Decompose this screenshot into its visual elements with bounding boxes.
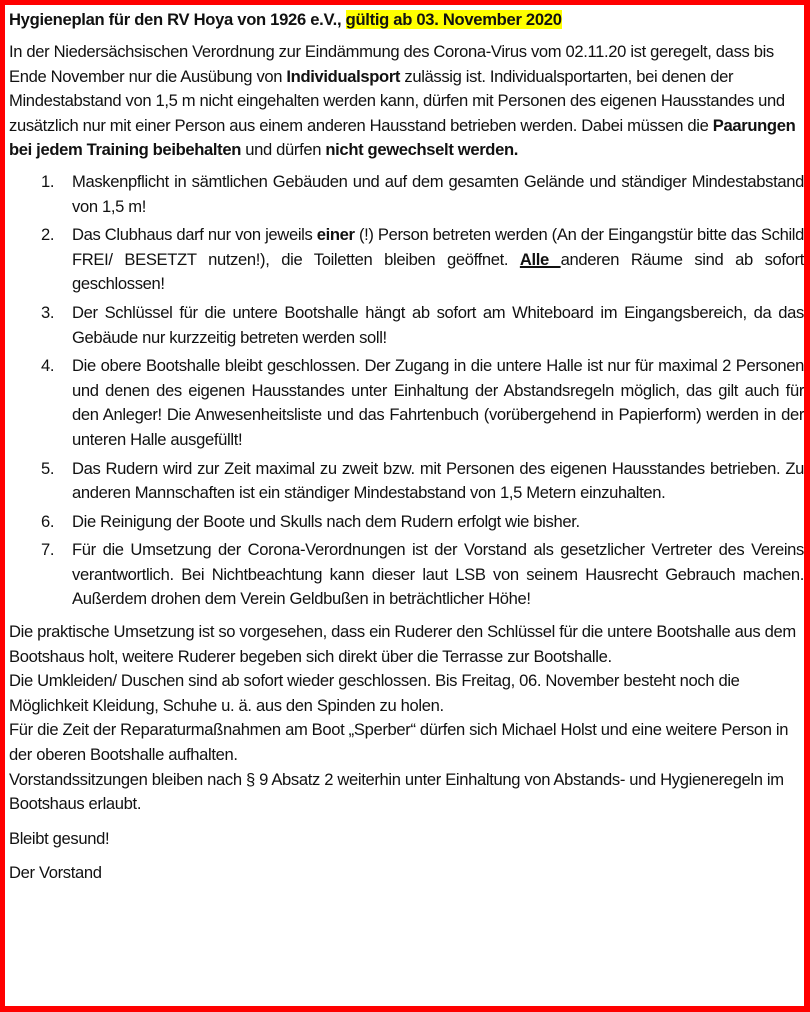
intro-text: und dürfen [241, 140, 326, 160]
closing-paragraph: Die Umkleiden/ Duschen sind ab sofort wieder geschlossen. Bis Freitag, 06. November besteht noch die Möglichkeit Kleidung, Schuhe u. ä. aus den Spinden zu holen. [9, 671, 740, 715]
rule-number: 7. [41, 540, 55, 560]
title-text: Hygieneplan für den RV Hoya von 1926 e.V., [9, 10, 346, 29]
rule-text: Das Rudern wird zur Zeit maximal zu zweit bzw. mit Personen des eigenen Hausstandes betrieben. Zu anderen Mannschaften ist ein ständiger Mindestabstand von 1,5 Metern einzuhalten. [72, 458, 804, 503]
title-validity-highlight: gültig ab 03. November 2020 [345, 10, 562, 29]
document-body [9, 5, 804, 886]
rule-item [9, 457, 804, 506]
document-title [9, 7, 804, 33]
signature-text: Der Vorstand [9, 863, 102, 883]
intro-text: zulässig ist. Individualsportarten, bei denen der Mindestabstand von 1,5 m nicht eingehalten werden kann, dürfen mit Personen des eigenen Hausstandes und zusätzlich nur mit einer Person aus einem anderen Hausstand betrieben werden. Dabei müssen die [9, 66, 785, 135]
rule-bold-einer: einer [316, 225, 355, 245]
closing-section [9, 620, 804, 817]
intro-bold-nicht-gewechselt: nicht gewechselt werden. [325, 140, 519, 160]
rule-underline-alle: Alle [519, 249, 561, 269]
rule-text: Die obere Bootshalle bleibt geschlossen. Der Zugang in die untere Halle ist nur für maximal 2 Personen und denen des eigenen Hausstandes unter Einhaltung der Abstandsregeln möglich, das gilt auch für den Anleger! Die Anwesenheitsliste und das Fahrtenbuch (vorübergehend in Papierform) werden in der unteren Halle ausgefüllt! [72, 356, 804, 449]
rule-text: Maskenpflicht in sämtlichen Gebäuden und auf dem gesamten Gelände und ständiger Mindestabstand von 1,5 m! [72, 171, 804, 216]
rule-text: (!) Person betreten werden (An der Eingangstür bitte das Schild FREI/ BESETZT nutzen!), die Toiletten bleiben geöffnet. [72, 225, 804, 269]
rule-number: 3. [41, 302, 55, 322]
rule-item [9, 170, 804, 219]
rule-text: Die Reinigung der Boote und Skulls nach dem Rudern erfolgt wie bisher. [72, 511, 580, 531]
rule-item [9, 538, 804, 612]
rule-number: 4. [41, 356, 55, 376]
rule-number: 6. [41, 511, 55, 531]
farewell-text: Bleibt gesund! [9, 828, 110, 848]
intro-bold-paarungen: Paarungen bei jedem Training beibehalten [9, 115, 796, 160]
rule-number: 2. [41, 225, 55, 245]
closing-paragraph: Für die Zeit der Reparaturmaßnahmen am Boot „Sperber“ dürfen sich Michael Holst und eine weitere Person in der oberen Bootshalle aufhalten. [9, 720, 789, 765]
rules-list [9, 170, 804, 612]
rule-item [9, 354, 804, 452]
rule-item [9, 510, 804, 535]
rule-text: Das Clubhaus darf nur von jeweils [72, 225, 317, 245]
intro-bold-individualsport: Individualsport [286, 66, 401, 86]
closing-paragraph: Die praktische Umsetzung ist so vorgesehen, dass ein Ruderer den Schlüssel für die untere Bootshalle aus dem Bootshaus holt, weitere Ruderer begeben sich direkt über die Terrasse zur Bootshalle. [9, 622, 796, 666]
rule-item [9, 223, 804, 297]
intro-text: In der Niedersächsischen Verordnung zur Eindämmung des Corona-Virus vom 02.11.20 ist geregelt, dass bis Ende November nur die Ausübung von [9, 42, 774, 86]
rule-number: 5. [41, 458, 55, 478]
rule-text: Für die Umsetzung der Corona-Verordnungen ist der Vorstand als gesetzlicher Vertreter des Vereins verantwortlich. Bei Nichtbeachtung kann dieser laut LSB von seinem Hausrecht Gebrauch machen. Außerdem drohen dem Verein Geldbußen in beträchtlicher Höhe! [72, 540, 804, 609]
document-page [5, 5, 804, 1006]
intro-paragraph [9, 40, 804, 163]
rule-text: anderen Räume sind ab sofort geschlossen! [72, 249, 804, 294]
rule-text: Der Schlüssel für die untere Bootshalle hängt ab sofort am Whiteboard im Eingangsbereich, da das Gebäude nur kurzzeitig betreten werden soll! [72, 302, 804, 347]
closing-paragraph: Vorstandssitzungen bleiben nach § 9 Absatz 2 weiterhin unter Einhaltung von Abstands- und Hygieneregeln im Bootshaus erlaubt. [9, 769, 784, 814]
rule-number: 1. [41, 171, 55, 191]
rule-item [9, 301, 804, 350]
